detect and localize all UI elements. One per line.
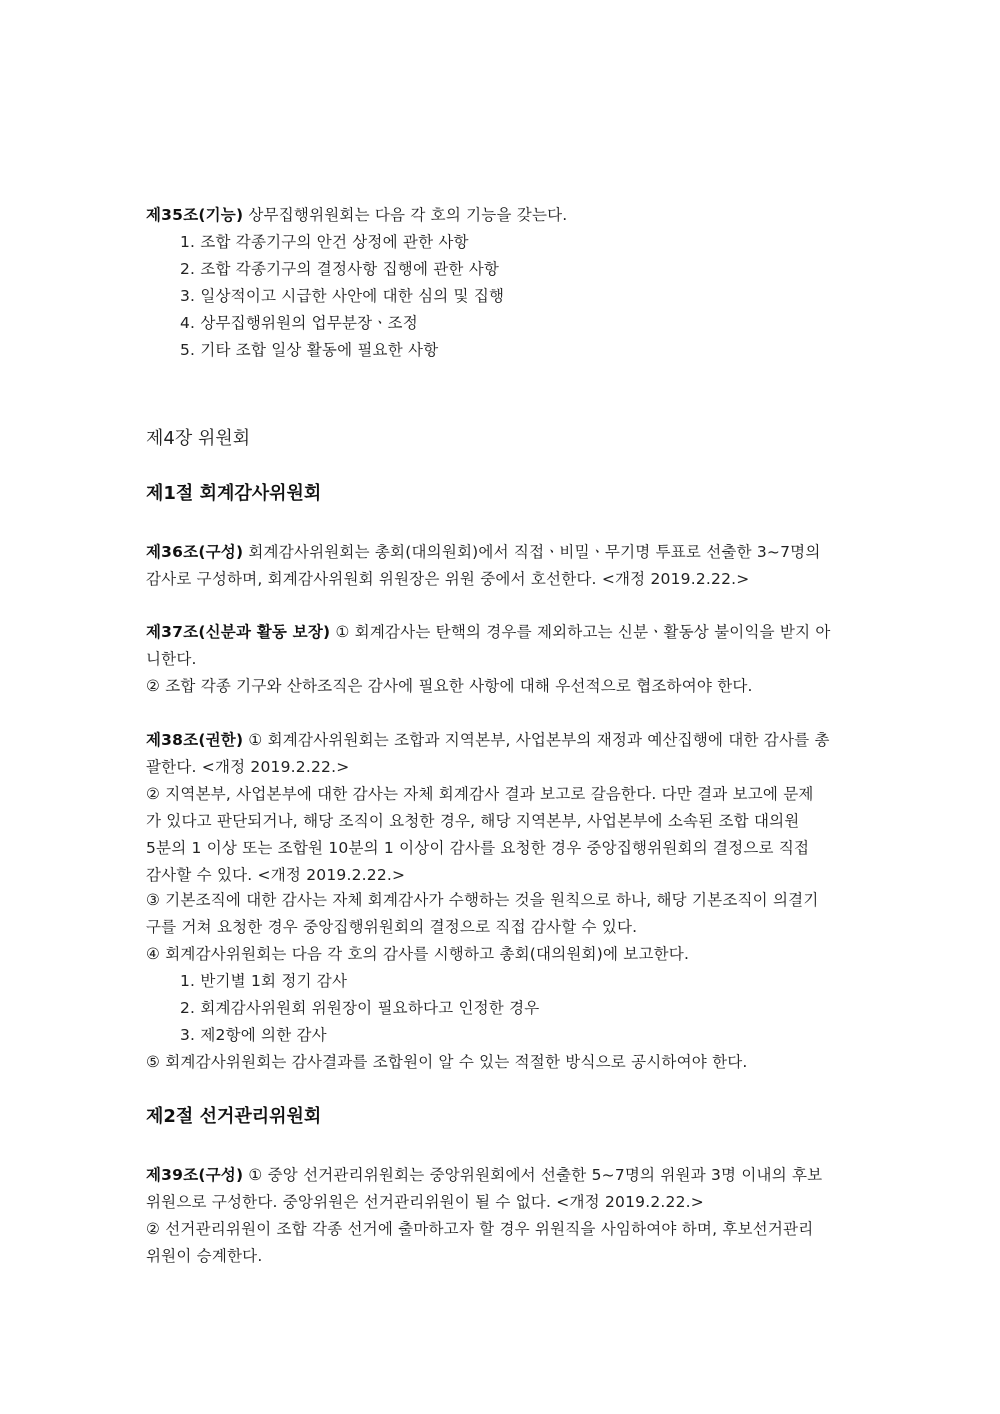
article-38-paragraph-2: ② 지역본부, 사업본부에 대한 감사는 자체 회계감사 결과 보고로 갈음한다. 다만 결과 보고에 문제 [146,785,814,803]
article-39-text: ① 중앙 선거관리위원회는 중앙위원회에서 선출한 5~7명의 위원과 3명 이내의 후보 [248,1166,823,1184]
article-37-heading: 제37조(신분과 활동 보장) [146,623,331,641]
article-38-paragraph-5: ⑤ 회계감사위원회는 감사결과를 조합원이 알 수 있는 적절한 방식으로 공시하여야 한다. [146,1053,748,1071]
section-heading: 제2절 선거관리위원회 [146,1106,322,1127]
article-38-paragraph-3: ③ 기본조직에 대한 감사는 자체 회계감사가 수행하는 것을 원칙으로 하나, 해당 기본조직이 의결기 [146,891,819,909]
article-38-item: 1. 반기별 1회 정기 감사 [180,972,348,990]
article-38-line [146,730,830,750]
article-35-item: 4. 상무집행위원의 업무분장ㆍ조정 [180,314,418,332]
article-39-paragraph-2: ② 선거관리위원이 조합 각종 선거에 출마하고자 할 경우 위원직을 사임하여야 하며, 후보선거관리 [146,1220,814,1238]
chapter-heading: 제4장 위원회 [146,428,251,449]
article-39-line [146,1165,822,1185]
article-36-text: 감사로 구성하며, 회계감사위원회 위원장은 위원 중에서 호선한다. <개정 2019.2.22.> [146,570,750,588]
article-36-text: 회계감사위원회는 총회(대의원회)에서 직접ㆍ비밀ㆍ무기명 투표로 선출한 3~7명의 [248,543,821,561]
article-39-heading: 제39조(구성) [146,1166,244,1184]
article-37-text: 니한다. [146,650,197,668]
article-35-heading: 제35조(기능) [146,206,244,224]
article-35-text: 상무집행위원회는 다음 각 호의 기능을 갖는다. [248,206,568,224]
article-35-line [146,205,567,225]
article-38-heading: 제38조(권한) [146,731,244,749]
article-37-line [146,622,831,642]
article-38-item: 3. 제2항에 의한 감사 [180,1026,327,1044]
article-38-paragraph-2: 감사할 수 있다. <개정 2019.2.22.> [146,866,406,884]
article-35-item: 1. 조합 각종기구의 안건 상정에 관한 사항 [180,233,469,251]
article-37-text: ① 회계감사는 탄핵의 경우를 제외하고는 신분ㆍ활동상 불이익을 받지 아 [335,623,831,641]
article-38-paragraph-4: ④ 회계감사위원회는 다음 각 호의 감사를 시행하고 총회(대의원회)에 보고한다. [146,945,690,963]
article-38-paragraph-3: 구를 거쳐 요청한 경우 중앙집행위원회의 결정으로 직접 감사할 수 있다. [146,918,638,936]
article-38-text: ① 회계감사위원회는 조합과 지역본부, 사업본부의 재정과 예산집행에 대한 감사를 총 [248,731,830,749]
article-39-paragraph-2: 위원이 승계한다. [146,1247,263,1265]
article-37-paragraph-2: ② 조합 각종 기구와 산하조직은 감사에 필요한 사항에 대해 우선적으로 협조하여야 한다. [146,677,753,695]
article-38-paragraph-2: 가 있다고 판단되거나, 해당 조직이 요청한 경우, 해당 지역본부, 사업본부에 소속된 조합 대의원 [146,812,800,830]
article-36-heading: 제36조(구성) [146,543,244,561]
article-35-item: 2. 조합 각종기구의 결정사항 집행에 관한 사항 [180,260,500,278]
article-35-item: 3. 일상적이고 시급한 사안에 대한 심의 및 집행 [180,287,505,305]
section-heading: 제1절 회계감사위원회 [146,483,322,504]
article-35-item: 5. 기타 조합 일상 활동에 필요한 사항 [180,341,439,359]
article-38-text: 괄한다. <개정 2019.2.22.> [146,758,350,776]
article-38-paragraph-2: 5분의 1 이상 또는 조합원 10분의 1 이상이 감사를 요청한 경우 중앙집행위원회의 결정으로 직접 [146,839,810,857]
article-36-line [146,542,821,562]
article-38-item: 2. 회계감사위원회 위원장이 필요하다고 인정한 경우 [180,999,540,1017]
article-39-text: 위원으로 구성한다. 중앙위원은 선거관리위원이 될 수 없다. <개정 2019.2.22.> [146,1193,704,1211]
